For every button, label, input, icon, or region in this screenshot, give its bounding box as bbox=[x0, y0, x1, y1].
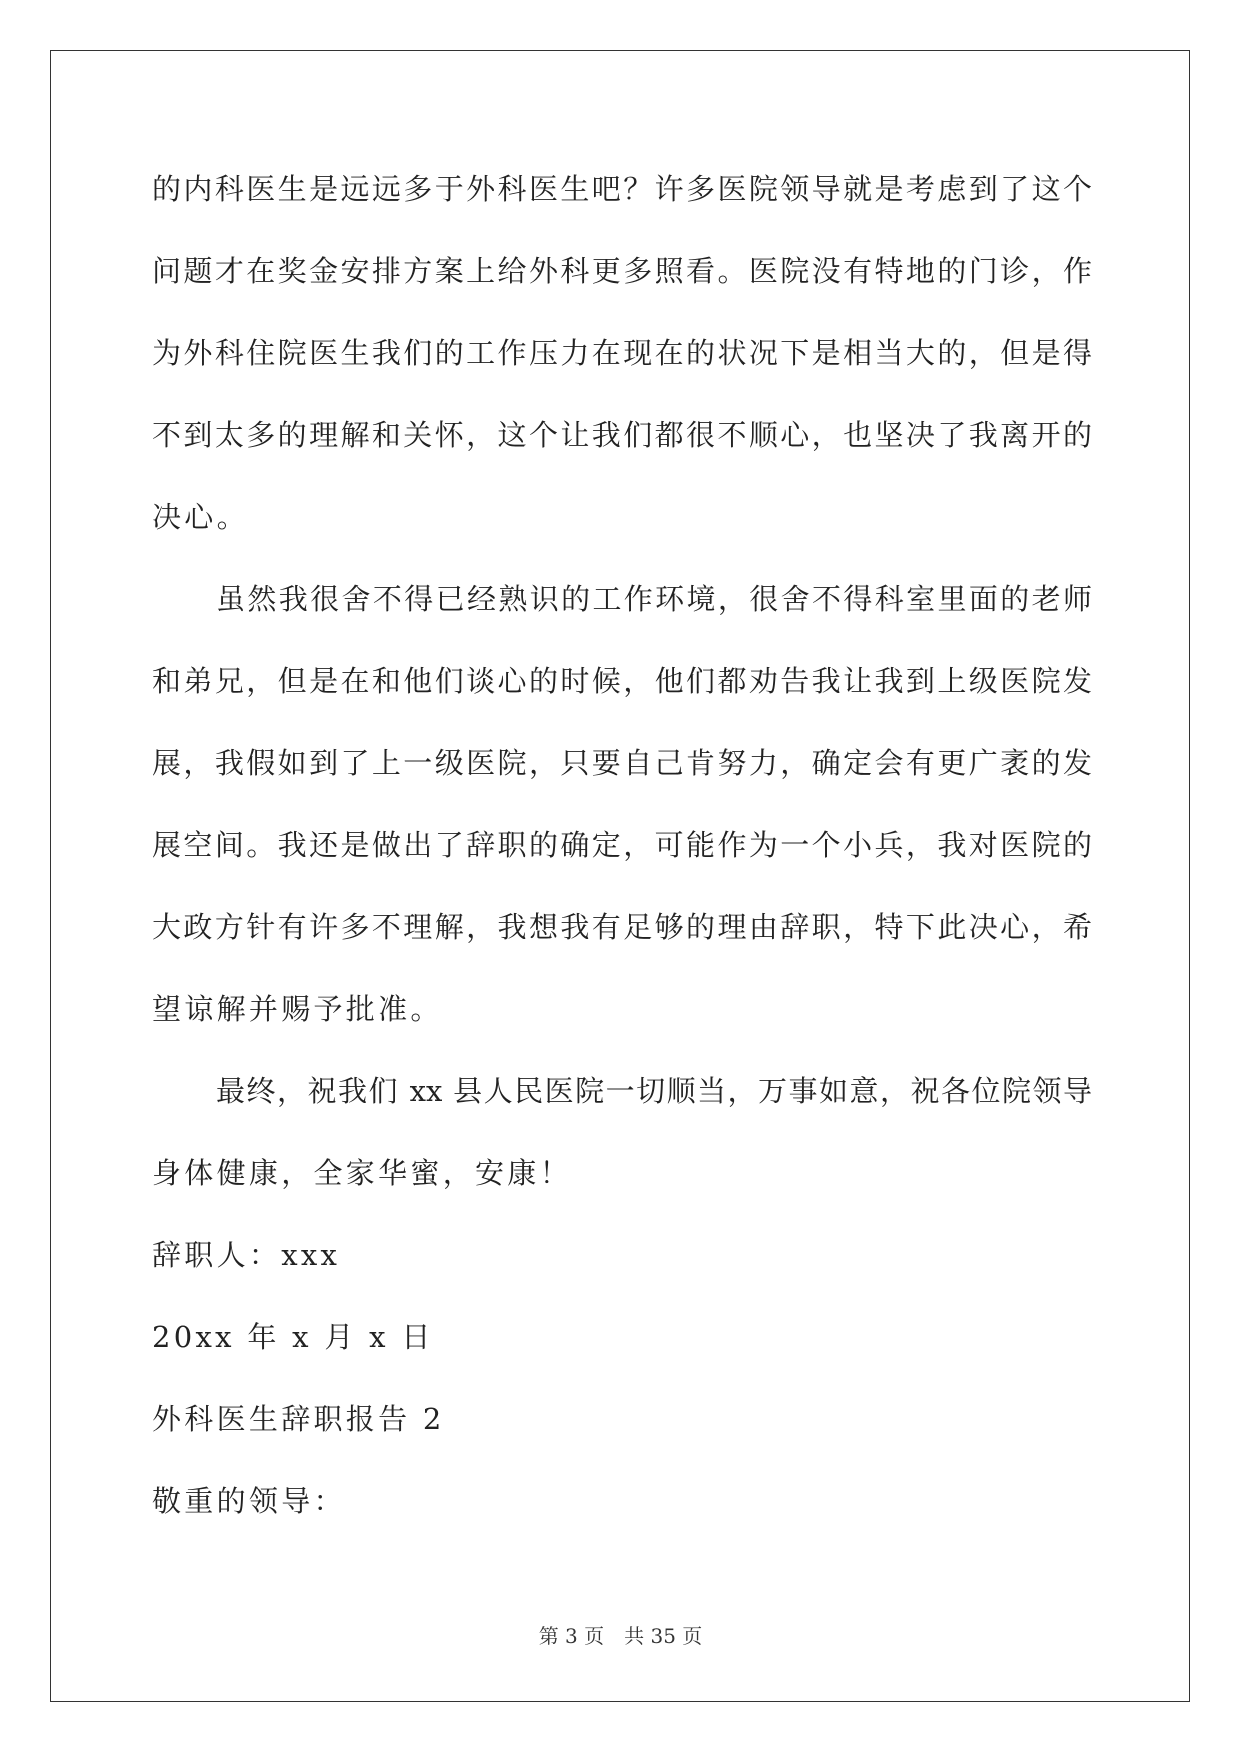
paragraph-start-line: 最终，祝我们 xx 县人民医院一切顺当，万事如意，祝各位院领导 bbox=[216, 1074, 1092, 1108]
text-line: 的内科医生是远远多于外科医生吧？许多医院领导就是考虑到了这个 bbox=[152, 172, 1092, 206]
section-title: 外科医生辞职报告 2 bbox=[152, 1402, 445, 1436]
text-line: 和弟兄，但是在和他们谈心的时候，他们都劝告我让我到上级医院发 bbox=[152, 664, 1092, 698]
document-body bbox=[152, 148, 1092, 1542]
signature-line: 辞职人：xxx bbox=[152, 1238, 341, 1272]
text-line: 不到太多的理解和关怀，这个让我们都很不顺心，也坚决了我离开的 bbox=[152, 418, 1092, 452]
paragraph-start-line: 虽然我很舍不得已经熟识的工作环境，很舍不得科室里面的老师 bbox=[216, 582, 1092, 616]
text-line: 问题才在奖金安排方案上给外科更多照看。医院没有特地的门诊，作 bbox=[152, 254, 1092, 288]
text-line: 为外科住院医生我们的工作压力在现在的状况下是相当大的，但是得 bbox=[152, 336, 1092, 370]
text-line: 展，我假如到了上一级医院，只要自己肯努力，确定会有更广袤的发 bbox=[152, 746, 1092, 780]
date-line: 20xx 年 x 月 x 日 bbox=[152, 1320, 434, 1354]
salutation-line: 敬重的领导： bbox=[152, 1484, 346, 1518]
text-line: 身体健康，全家华蜜，安康！ bbox=[152, 1156, 572, 1190]
text-line: 大政方针有许多不理解，我想我有足够的理由辞职，特下此决心，希 bbox=[152, 910, 1092, 944]
text-line: 决心。 bbox=[152, 500, 249, 534]
text-line: 望谅解并赐予批准。 bbox=[152, 992, 443, 1026]
text-line: 展空间。我还是做出了辞职的确定，可能作为一个小兵，我对医院的 bbox=[152, 828, 1092, 862]
page-number-footer: 第 3 页 共 35 页 bbox=[538, 1624, 703, 1648]
